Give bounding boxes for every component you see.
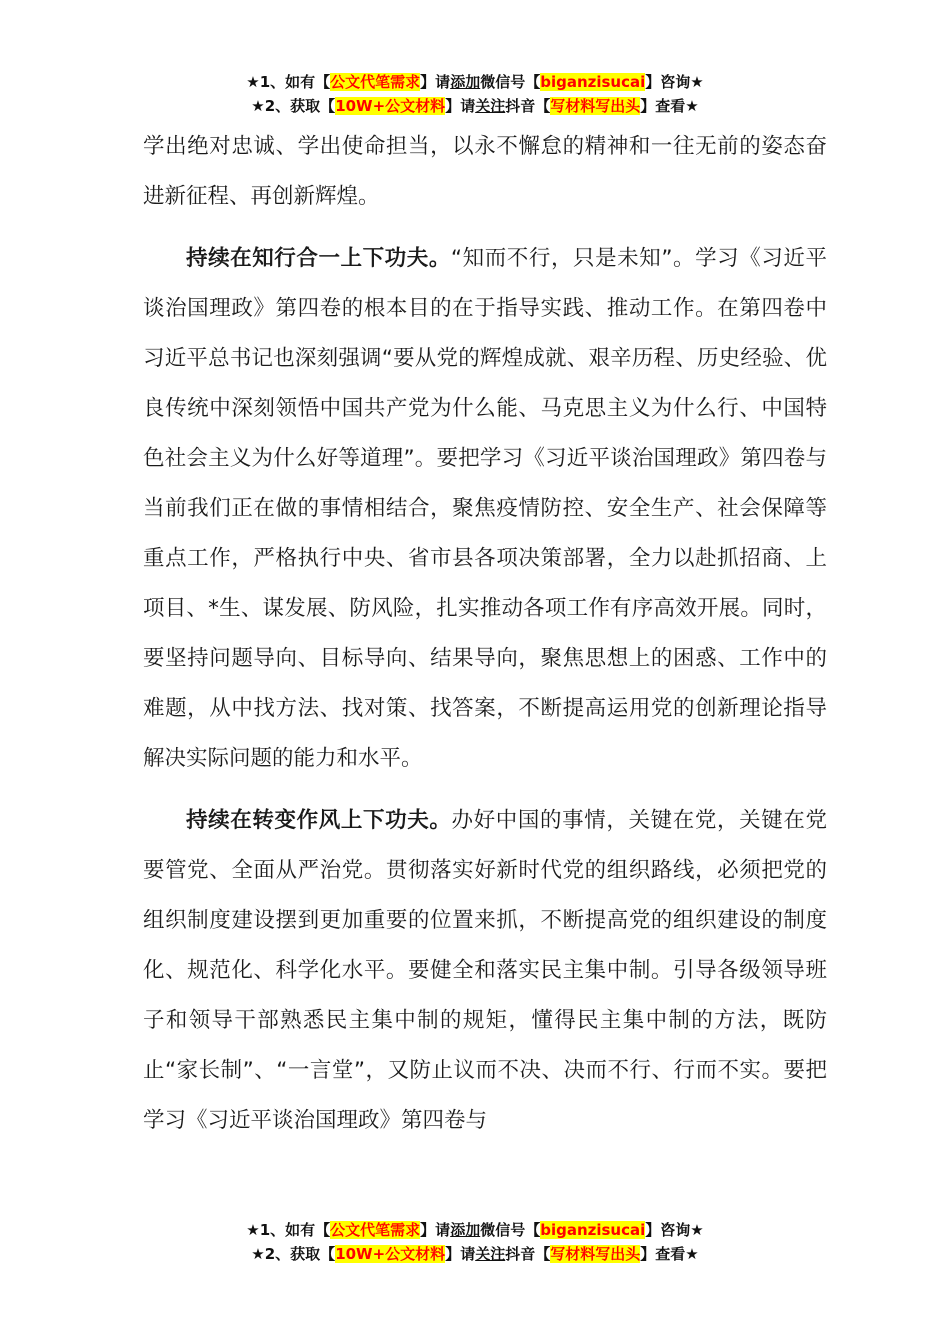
banner-text: ★2、获取【 bbox=[251, 1245, 336, 1263]
banner-text: 抖音【 bbox=[505, 1245, 551, 1263]
banner-text: 抖音【 bbox=[505, 97, 551, 115]
banner-text: 】请 bbox=[445, 1245, 476, 1263]
banner-highlight: 10W+公文材料 bbox=[335, 97, 446, 115]
banner-underlined-text: 添加 bbox=[450, 1221, 481, 1239]
banner-line-2 bbox=[0, 1242, 950, 1266]
banner-text: 】咨询★ bbox=[645, 73, 704, 91]
banner-text: 】请 bbox=[420, 73, 451, 91]
banner-line-1 bbox=[0, 70, 950, 94]
banner-underlined-text: 关注 bbox=[475, 1245, 506, 1263]
footer-banner bbox=[0, 1218, 950, 1266]
banner-text: 微信号【 bbox=[480, 73, 541, 91]
paragraph-text: 办好中国的事情，关键在党，关键在党要管党、全面从严治党。贯彻落实好新时代党的组织路线，必须把党的组织制度建设摆到更加重要的位置来抓，不断提高党的组织建设的制度化、规范化、科学化水平。要健全和落实民主集中制。引导各级领导班子和领导干部熟悉民主集中制的规矩，懂得民主集中制的方法，既防止“家长制”、“一言堂”，又防止议而不决、决而不行、行而不实。要把学习《习近平谈治国理政》第四卷与 bbox=[143, 808, 827, 1133]
paragraph-lead: 持续在知行合一上下功夫。 bbox=[186, 246, 451, 271]
continuation-paragraph: 学出绝对忠诚、学出使命担当，以永不懈怠的精神和一往无前的姿态奋进新征程、再创新辉煌。 bbox=[143, 134, 827, 209]
banner-text: 】查看★ bbox=[640, 97, 699, 115]
paragraph bbox=[143, 796, 827, 1146]
banner-line-2 bbox=[0, 94, 950, 118]
banner-highlight: 公文代笔需求 bbox=[330, 73, 421, 91]
banner-highlight: 10W+公文材料 bbox=[335, 1245, 446, 1263]
banner-text: 】查看★ bbox=[640, 1245, 699, 1263]
banner-highlight: 写材料写出头 bbox=[550, 97, 641, 115]
header-banner bbox=[0, 70, 950, 118]
banner-text: ★2、获取【 bbox=[251, 97, 336, 115]
paragraph-lead: 持续在转变作风上下功夫。 bbox=[186, 808, 452, 833]
banner-line-1 bbox=[0, 1218, 950, 1242]
banner-underlined-text: 关注 bbox=[475, 97, 506, 115]
banner-text: 】请 bbox=[445, 97, 476, 115]
paragraph bbox=[143, 234, 827, 784]
banner-text: 】咨询★ bbox=[645, 1221, 704, 1239]
document-body bbox=[143, 122, 827, 1146]
banner-text: 微信号【 bbox=[480, 1221, 541, 1239]
banner-highlight: 写材料写出头 bbox=[550, 1245, 641, 1263]
banner-underlined-text: 添加 bbox=[450, 73, 481, 91]
banner-text: ★1、如有【 bbox=[246, 73, 331, 91]
banner-text: 】请 bbox=[420, 1221, 451, 1239]
banner-highlight: biganzisucai bbox=[540, 73, 646, 91]
banner-text: ★1、如有【 bbox=[246, 1221, 331, 1239]
banner-highlight: 公文代笔需求 bbox=[330, 1221, 421, 1239]
paragraph-text: “知而不行，只是未知”。学习《习近平谈治国理政》第四卷的根本目的在于指导实践、推动工作。在第四卷中习近平总书记也深刻强调“要从党的辉煌成就、艰辛历程、历史经验、优良传统中深刻领悟中国共产党为什么能、马克思主义为什么行、中国特色社会主义为什么好等道理”。要把学习《习近平谈治国理政》第四卷与当前我们正在做的事情相结合，聚焦疫情防控、安全生产、社会保障等重点工作，严格执行中央、省市县各项决策部署，全力以赴抓招商、上项目、*生、谋发展、防风险，扎实推动各项工作有序高效开展。同时，要坚持问题导向、目标导向、结果导向，聚焦思想上的困惑、工作中的难题，从中找方法、找对策、找答案，不断提高运用党的创新理论指导解决实际问题的能力和水平。 bbox=[143, 246, 827, 771]
banner-highlight: biganzisucai bbox=[540, 1221, 646, 1239]
